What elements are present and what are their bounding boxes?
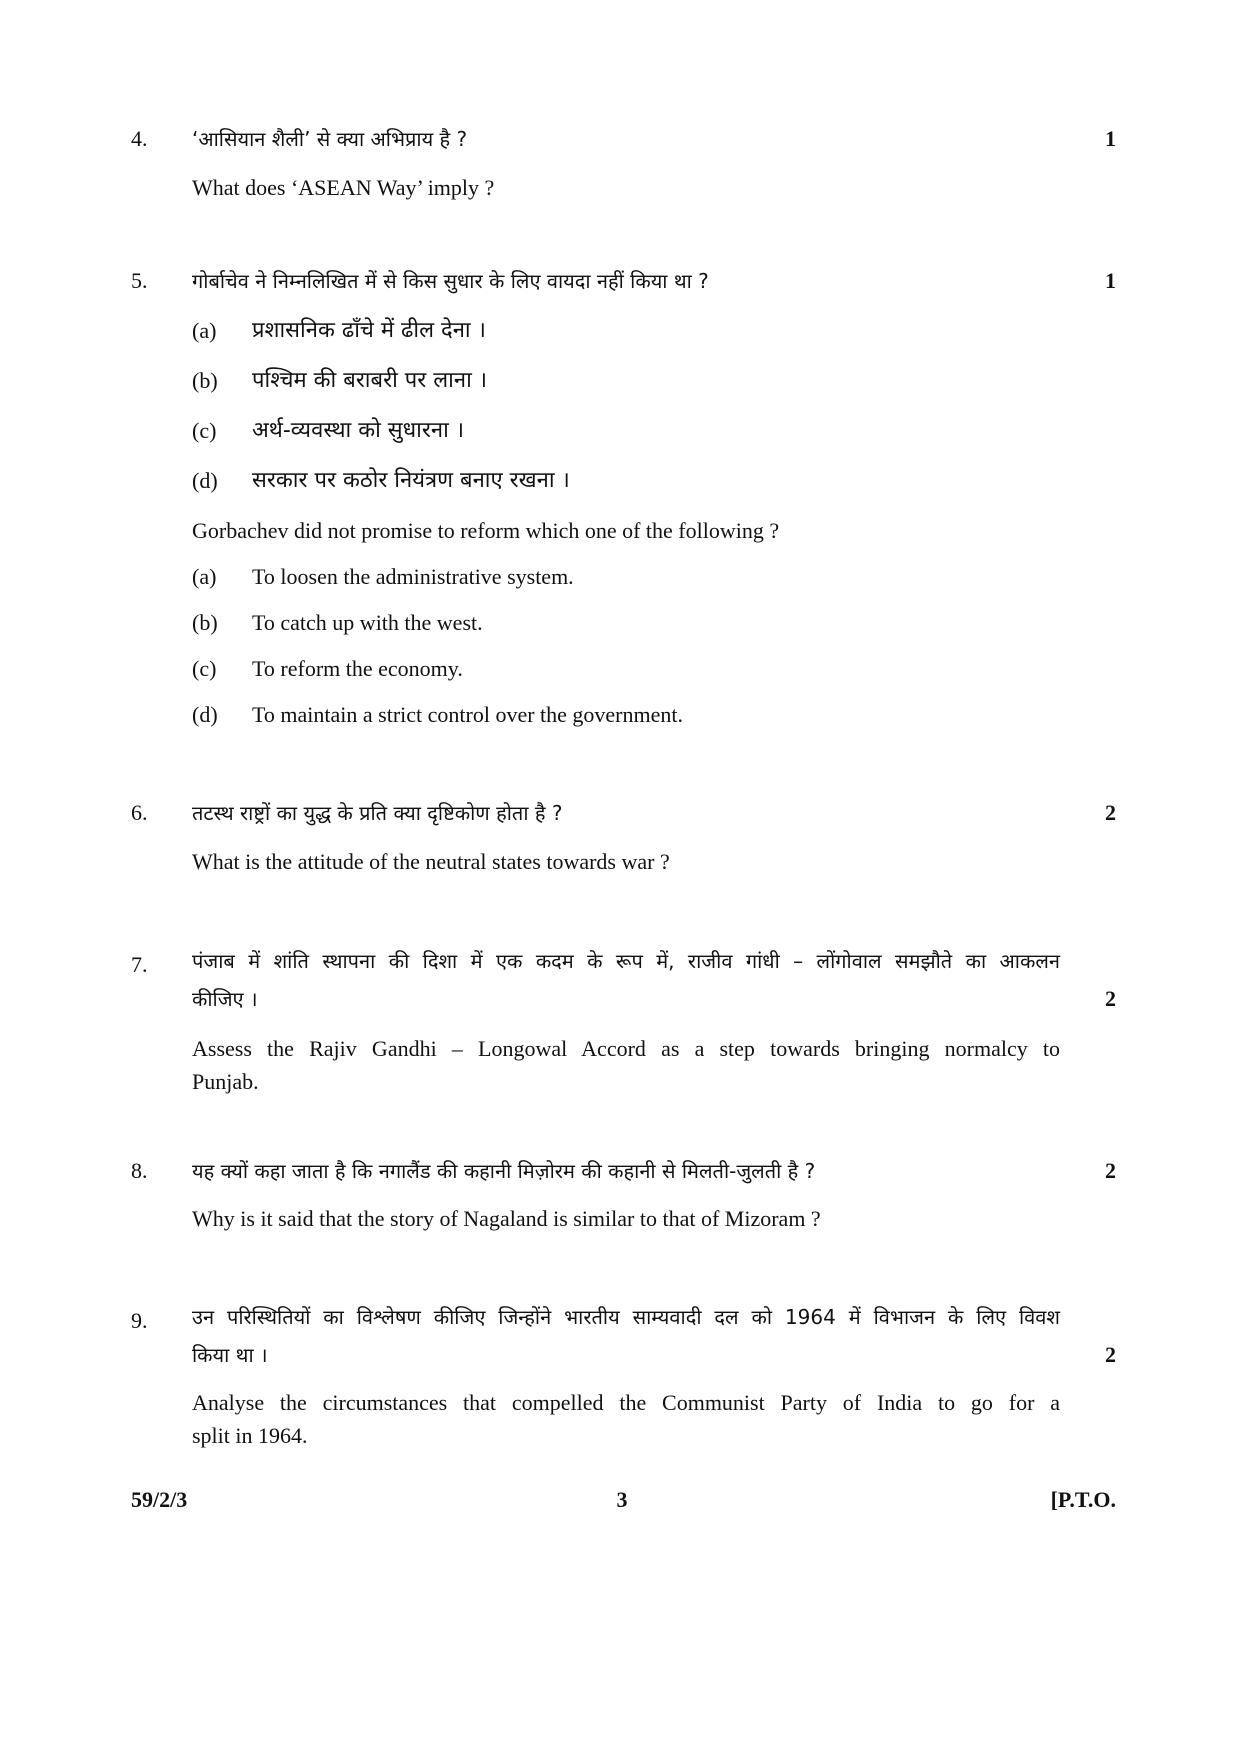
question-text-hindi: तटस्थ राष्ट्रों का युद्ध के प्रति क्या दृष्टिकोण होता है ? <box>192 801 563 825</box>
question-text-hindi-line-1: उन परिस्थितियों का विश्लेषण कीजिए जिन्होंने भारतीय साम्यवादी दल को 1964 में विभाजन के लिए विवश <box>192 1305 1060 1329</box>
question-marks: 2 <box>1105 1158 1116 1183</box>
option-label: (c) <box>192 656 217 681</box>
option-label: (d) <box>192 468 218 493</box>
question-text-english-line-2: Punjab. <box>192 1069 259 1094</box>
please-turn-over: [P.T.O. <box>1050 1487 1116 1512</box>
option-label: (d) <box>192 702 218 727</box>
option-label: (b) <box>192 368 218 393</box>
question-number: 9. <box>131 1308 148 1333</box>
question-number: 6. <box>131 800 148 825</box>
question-text-english: Gorbachev did not promise to reform which one of the following ? <box>192 518 780 543</box>
question-text-hindi: गोर्बाचेव ने निम्नलिखित में से किस सुधार के लिए वायदा नहीं किया था ? <box>192 269 709 293</box>
question-text-hindi-line-2: किया था । <box>192 1343 268 1367</box>
option-text: पश्चिम की बराबरी पर लाना । <box>252 368 488 393</box>
option-text: To maintain a strict control over the government. <box>252 702 683 727</box>
option-text: अर्थ-व्यवस्था को सुधारना । <box>252 418 465 443</box>
question-number: 7. <box>131 952 148 977</box>
question-text-english: Why is it said that the story of Nagaland is similar to that of Mizoram ? <box>192 1206 821 1231</box>
option-text: सरकार पर कठोर नियंत्रण बनाए रखना । <box>252 468 570 493</box>
question-number: 8. <box>131 1158 148 1183</box>
question-marks: 2 <box>1105 1342 1116 1367</box>
option-label: (b) <box>192 610 218 635</box>
question-text-hindi-line-2: कीजिए । <box>192 987 258 1011</box>
option-text: To reform the economy. <box>252 656 463 681</box>
question-text-hindi: यह क्यों कहा जाता है कि नगालैंड की कहानी मिज़ोरम की कहानी से मिलती-जुलती है ? <box>192 1159 816 1183</box>
question-text-hindi-line-1: पंजाब में शांति स्थापना की दिशा में एक कदम के रूप में, राजीव गांधी – लोंगोवाल समझौते का आकलन <box>192 949 1060 973</box>
question-text-english-line-1: Assess the Rajiv Gandhi – Longowal Accord as a step towards bringing normalcy to <box>192 1036 1060 1061</box>
question-number: 4. <box>131 126 148 151</box>
option-text: To catch up with the west. <box>252 610 483 635</box>
option-label: (a) <box>192 564 217 589</box>
question-marks: 2 <box>1105 986 1116 1011</box>
question-text-english-line-2: split in 1964. <box>192 1423 308 1448</box>
question-marks: 1 <box>1105 126 1116 151</box>
option-label: (a) <box>192 318 217 343</box>
question-marks: 2 <box>1105 800 1116 825</box>
paper-code: 59/2/3 <box>131 1487 188 1512</box>
option-label: (c) <box>192 418 217 443</box>
page-number: 3 <box>616 1487 628 1512</box>
question-text-hindi: ‘आसियान शैली’ से क्या अभिप्राय है ? <box>192 127 468 151</box>
option-text: प्रशासनिक ढाँचे में ढील देना । <box>252 318 486 343</box>
question-text-english: What does ‘ASEAN Way’ imply ? <box>192 175 495 200</box>
option-text: To loosen the administrative system. <box>252 564 574 589</box>
question-text-english: What is the attitude of the neutral states towards war ? <box>192 849 670 874</box>
question-number: 5. <box>131 268 148 293</box>
question-text-english-line-1: Analyse the circumstances that compelled the Communist Party of India to go for a <box>192 1390 1060 1415</box>
question-marks: 1 <box>1105 268 1116 293</box>
